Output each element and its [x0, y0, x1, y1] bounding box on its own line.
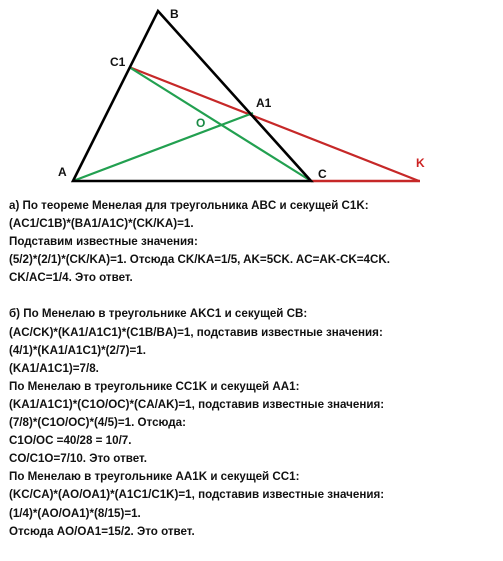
part-b-line: Отсюда AO/OA1=15/2. Это ответ.	[9, 524, 195, 538]
part-a-line: (5/2)*(2/1)*(CK/KA)=1. Отсюда CK/KA=1/5, AK=5CK. AC=AK-CK=4CK.	[9, 253, 390, 267]
label-a: A	[58, 165, 67, 179]
part-b-line: CO/C1O=7/10. Это ответ.	[9, 452, 147, 466]
part-a-line: Подставим известные значения:	[9, 235, 198, 249]
part-b-line: б) По Менелаю в треугольнике AKC1 и секущей CB:	[9, 307, 308, 321]
section-gap	[9, 287, 499, 305]
part-b-line: C1O/OC =40/28 = 10/7.	[9, 434, 132, 448]
label-b: B	[170, 7, 179, 21]
label-c: C	[318, 167, 327, 181]
part-b-line: (KA1/A1C1)=7/8.	[9, 361, 99, 375]
part-b-line: (AC/CK)*(KA1/A1C1)*(C1B/BA)=1, подставив известные значения:	[9, 325, 383, 339]
part-a	[9, 197, 499, 287]
part-a-line: а) По теореме Менелая для треугольника ABC и секущей C1K:	[9, 199, 369, 212]
triangle-diagram	[0, 0, 503, 192]
part-b-line: (1/4)*(AO/OA1)*(8/15)=1.	[9, 506, 141, 520]
label-a1: A1	[256, 96, 272, 110]
label-k: K	[416, 156, 425, 170]
part-b-line: (KC/CA)*(AO/OA1)*(A1C1/C1K)=1, подставив известные значения:	[9, 488, 385, 502]
part-b-line: (KA1/A1C1)*(C1O/OC)*(CA/AK)=1, подставив известные значения:	[9, 397, 385, 411]
part-b-line: По Менелаю в треугольнике CC1K и секущей AA1:	[9, 379, 300, 393]
cevian-a-a1	[73, 113, 253, 181]
part-b	[9, 305, 499, 540]
label-c1: C1	[110, 55, 126, 69]
solution-text	[9, 197, 499, 541]
secant-c1-k	[129, 67, 419, 181]
part-a-line: (AC1/C1B)*(BA1/A1C)*(CK/KA)=1.	[9, 217, 194, 231]
label-o: O	[196, 116, 206, 130]
part-b-line: (7/8)*(C1O/OC)*(4/5)=1. Отсюда:	[9, 416, 186, 430]
part-b-line: (4/1)*(KA1/A1C1)*(2/7)=1.	[9, 343, 146, 357]
triangle-abc	[73, 11, 311, 181]
part-b-line: По Менелаю в треугольнике AA1K и секущей CC1:	[9, 470, 300, 484]
part-a-line: CK/AC=1/4. Это ответ.	[9, 271, 133, 285]
cevian-c-c1	[129, 67, 311, 181]
